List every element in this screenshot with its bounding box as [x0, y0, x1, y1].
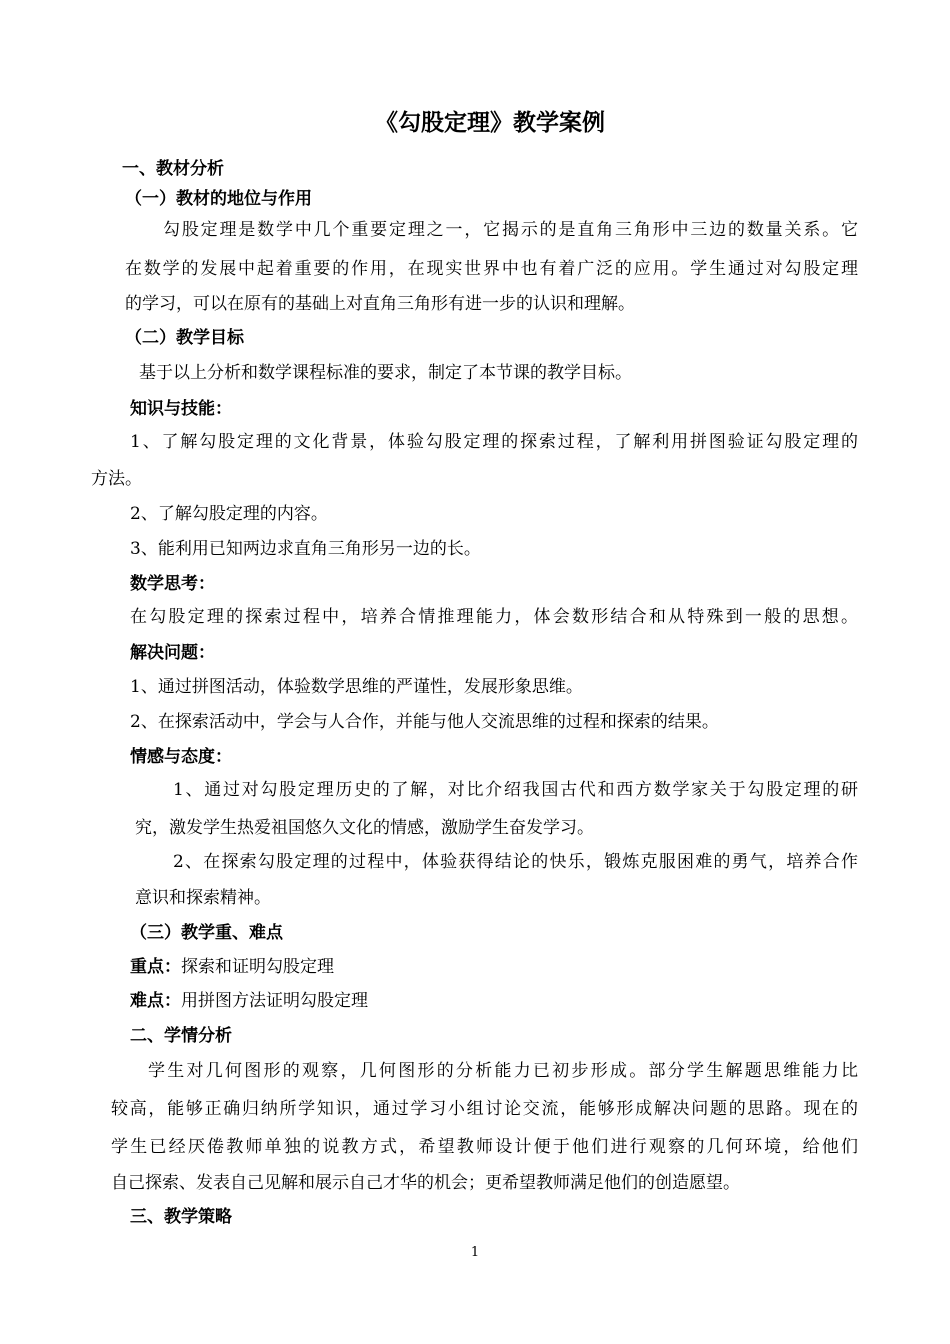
- section-heading-learner-analysis: 二、学情分析: [130, 1026, 232, 1046]
- paragraph-line: 在数学的发展中起着重要的作用，在现实世界中也有着广泛的应用。学生通过对勾股定理: [125, 259, 858, 279]
- paragraph-line: 学生已经厌倦教师单独的说教方式，希望教师设计便于他们进行观察的几何环境，给他们: [111, 1137, 858, 1157]
- difficult-point-label: 难点：: [130, 991, 181, 1011]
- knowledge-item: 3、能利用已知两边求直角三角形另一边的长。: [130, 539, 481, 559]
- problem-solving-item: 1、通过拼图活动，体验数学思维的严谨性，发展形象思维。: [130, 677, 583, 697]
- attitude-item-continued: 意识和探索精神。: [135, 888, 271, 908]
- difficult-point-text: 用拼图方法证明勾股定理: [181, 991, 368, 1011]
- key-point-label: 重点：: [130, 957, 181, 977]
- key-point-line: [130, 956, 334, 978]
- attitude-item: 2、在探索勾股定理的过程中，体验获得结论的快乐，锻炼克服困难的勇气，培养合作: [173, 852, 858, 872]
- math-thinking-text: 在勾股定理的探索过程中，培养合情推理能力，体会数形结合和从特殊到一般的思想。: [130, 607, 858, 627]
- attitude-item: 1、通过对勾股定理历史的了解，对比介绍我国古代和西方数学家关于勾股定理的研: [173, 780, 858, 800]
- key-point-text: 探索和证明勾股定理: [181, 957, 334, 977]
- knowledge-item: 1、了解勾股定理的文化背景，体验勾股定理的探索过程，了解利用拼图验证勾股定理的: [130, 432, 858, 452]
- difficult-point-line: [130, 990, 368, 1012]
- label-attitude: 情感与态度：: [130, 747, 232, 767]
- document-title: 《勾股定理》教学案例: [375, 109, 605, 136]
- section-heading-strategy: 三、教学策略: [130, 1207, 232, 1227]
- knowledge-item: 2、了解勾股定理的内容。: [130, 504, 328, 524]
- label-problem-solving: 解决问题：: [130, 643, 215, 663]
- paragraph-line: 的学习，可以在原有的基础上对直角三角形有进一步的认识和理解。: [125, 294, 635, 314]
- paragraph-line: 自己探索、发表自己见解和展示自己才华的机会；更希望教师满足他们的创造愿望。: [111, 1173, 740, 1193]
- page-number: 1: [470, 1245, 480, 1260]
- subheading-key-difficult: （三）教学重、难点: [130, 923, 283, 943]
- paragraph-line: 勾股定理是数学中几个重要定理之一，它揭示的是直角三角形中三边的数量关系。它: [163, 220, 858, 240]
- label-math-thinking: 数学思考：: [130, 574, 215, 594]
- subheading-teaching-goals: （二）教学目标: [125, 328, 244, 348]
- label-knowledge-skills: 知识与技能：: [130, 399, 232, 419]
- problem-solving-item: 2、在探索活动中，学会与人合作，并能与他人交流思维的过程和探索的结果。: [130, 712, 719, 732]
- attitude-item-continued: 究，激发学生热爱祖国悠久文化的情感，激励学生奋发学习。: [135, 818, 594, 838]
- goals-intro: 基于以上分析和数学课程标准的要求，制定了本节课的教学目标。: [139, 363, 632, 383]
- section-heading-materials: 一、教材分析: [122, 159, 224, 179]
- paragraph-line: 较高，能够正确归纳所学知识，通过学习小组讨论交流，能够形成解决问题的思路。现在的: [111, 1099, 858, 1119]
- subheading-position-role: （一）教材的地位与作用: [125, 189, 312, 209]
- knowledge-item-continued: 方法。: [91, 469, 142, 489]
- paragraph-line: 学生对几何图形的观察，几何图形的分析能力已初步形成。部分学生解题思维能力比: [148, 1061, 858, 1081]
